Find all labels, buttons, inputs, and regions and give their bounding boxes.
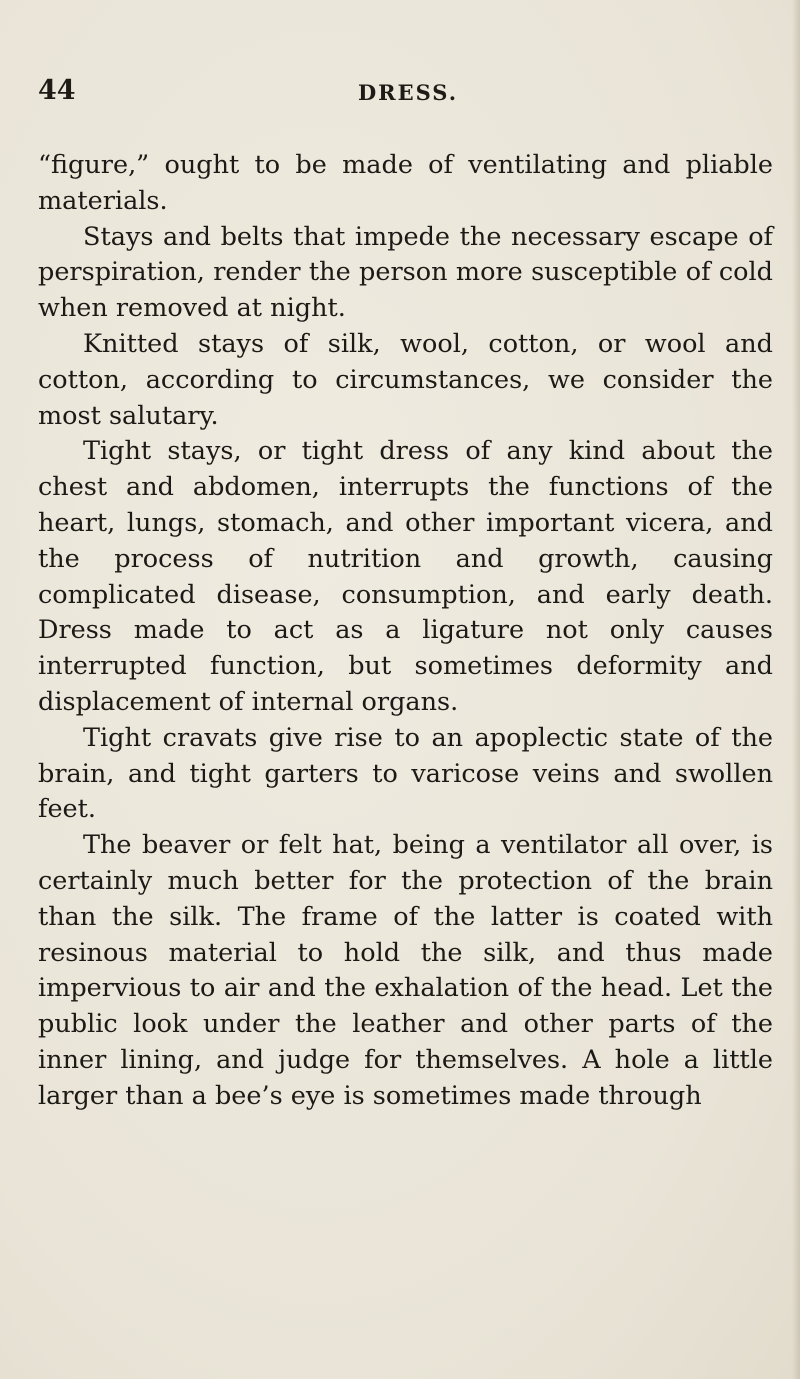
page-number: 44 [38,75,76,106]
paragraph-tight-stays: Tight stays, or tight dress of any kind about the chest and abdomen, interrupts the functions of the heart, lungs, stomach, and other important vicera, and the process of nutrition and growth, causing complicated disease, consumption, and early death. Dress made to act as a ligature not only causes interrupted function, but sometimes deformity and displacement of internal organs. [38,436,773,717]
body-text [38,148,773,1115]
running-head: DRESS. [357,80,459,105]
paragraph-stays-belts: Stays and belts that impede the necessary escape of perspiration, render the person more susceptible of cold when removed at night. [38,221,773,324]
paragraph-knitted-stays: Knitted stays of silk, wool, cotton, or wool and cotton, according to circumstances, we consider the most salutary. [38,328,773,431]
paragraph-tight-cravats: Tight cravats give rise to an apoplectic state of the brain, and tight garters to varicose veins and swollen feet. [38,722,773,825]
paragraph-continuation: “figure,” ought to be made of ventilating and pliable materials. [38,150,773,216]
page-edge-shadow [792,0,800,1379]
page-header [38,76,778,112]
paragraph-beaver-hat: The beaver or felt hat, being a ventilator all over, is certainly much better for the protection of the brain than the silk. The frame of the latter is coated with resinous material to hold the silk, and thus made impervious to air and the exhalation of the head. Let the public look under the leather and other parts of the inner lining, and judge for themselves. A hole a little larger than a bee’s eye is sometimes made through [38,830,773,1111]
